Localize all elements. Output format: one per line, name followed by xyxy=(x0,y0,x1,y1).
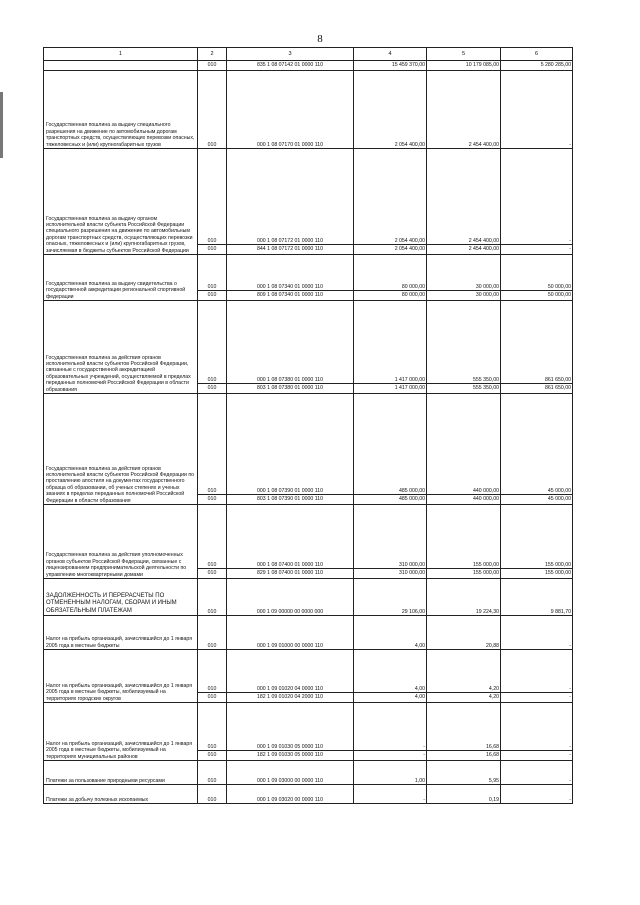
column-header: 6 xyxy=(501,48,573,61)
approved-amount-cell: 485 000,00 xyxy=(354,394,427,495)
budget-code-cell: 000 1 09 03020 00 0000 110 xyxy=(227,785,354,804)
approved-amount-cell: 1,00 xyxy=(354,761,427,785)
executed-amount-cell: 155 000,00 xyxy=(427,505,501,569)
line-code-cell: 010 xyxy=(198,703,227,751)
revenue-description: Государственная пошлина за действия уполномоченных органов субъектов Российской Федерации, связанные с лицензированием предпринимательской деятельности по управлению многоквартирными домами xyxy=(44,505,198,579)
revenue-description: Налог на прибыль организаций, зачислявшийся до 1 января 2005 года в местные бюджеты, мобилизуемый на территориях городских округов xyxy=(44,650,198,703)
approved-amount-cell: 4,00 xyxy=(354,616,427,650)
unexecuted-amount-cell: 861 650,00 xyxy=(501,384,573,394)
budget-code-cell: 000 1 09 01030 05 0000 110 xyxy=(227,703,354,751)
table-row xyxy=(44,785,573,804)
approved-amount-cell: - xyxy=(354,785,427,804)
revenue-description: Налог на прибыль организаций, зачислявшийся до 1 января 2005 года в местные бюджеты, мобилизуемый на территориях муниципальных районов xyxy=(44,703,198,761)
revenue-description xyxy=(44,61,198,71)
executed-amount-cell: 5,95 xyxy=(427,761,501,785)
executed-amount-cell: 2 454 400,00 xyxy=(427,149,501,245)
column-header: 2 xyxy=(198,48,227,61)
unexecuted-amount-cell: - xyxy=(501,71,573,149)
revenue-description: Государственная пошлина за действия органов исполнительной власти субъектов Российской Федерации по проставлению апостиля на документах государственного образца об образовании, об ученых степенях и ученых званиях в пределах переданных полномочий Российской Федерации в области образования xyxy=(44,394,198,505)
revenue-description: Государственная пошлина за выдачу специального разрешения на движение по автомобильным дорогам транспортных средств, осуществляющих перевозки опасных, тяжеловесных и (или) крупногабаритных грузов xyxy=(44,71,198,149)
budget-code-cell: 844 1 08 07172 01 0000 110 xyxy=(227,245,354,255)
budget-code-cell: 829 1 08 07400 01 0000 110 xyxy=(227,569,354,579)
line-code-cell: 010 xyxy=(198,255,227,291)
budget-code-cell: 803 1 08 07390 01 0000 110 xyxy=(227,495,354,505)
budget-code-cell: 000 1 08 07172 01 0000 110 xyxy=(227,149,354,245)
page-number: 8 xyxy=(317,33,323,45)
approved-amount-cell: 310 000,00 xyxy=(354,569,427,579)
unexecuted-amount-cell: - xyxy=(501,761,573,785)
revenue-description: Государственная пошлина за выдачу органом исполнительной власти субъекта Российской Федерации специального разрешения на движение по автомобильным дорогам транспортных средств, осуществляющих перевозки опасных, тяжеловесных и (или) крупногабаритных грузов, зачисляемая в бюджеты субъектов Российской Федерации xyxy=(44,149,198,255)
budget-code-cell: 000 1 09 01020 04 0000 110 xyxy=(227,650,354,693)
executed-amount-cell: 0,19 xyxy=(427,785,501,804)
line-code-cell: 010 xyxy=(198,495,227,505)
table-row xyxy=(44,149,573,245)
approved-amount-cell: 15 459 370,00 xyxy=(354,61,427,71)
budget-code-cell: 000 1 09 00000 00 0000 000 xyxy=(227,579,354,616)
line-code-cell: 010 xyxy=(198,761,227,785)
unexecuted-amount-cell: - xyxy=(501,693,573,703)
scan-edge-mark xyxy=(0,92,3,158)
executed-amount-cell: 10 179 085,00 xyxy=(427,61,501,71)
budget-code-cell: 000 1 08 07380 01 0000 110 xyxy=(227,301,354,384)
unexecuted-amount-cell: 45 000,00 xyxy=(501,495,573,505)
approved-amount-cell: 310 000,00 xyxy=(354,505,427,569)
budget-code-cell: 182 1 09 01020 04 2000 110 xyxy=(227,693,354,703)
approved-amount-cell: 4,00 xyxy=(354,693,427,703)
table-row xyxy=(44,71,573,149)
executed-amount-cell: 4,20 xyxy=(427,693,501,703)
budget-code-cell: 000 1 09 03000 00 0000 110 xyxy=(227,761,354,785)
line-code-cell: 010 xyxy=(198,505,227,569)
executed-amount-cell: 20,88 xyxy=(427,616,501,650)
unexecuted-amount-cell: 9 881,70 xyxy=(501,579,573,616)
line-code-cell: 010 xyxy=(198,61,227,71)
executed-amount-cell: 2 454 400,00 xyxy=(427,245,501,255)
line-code-cell: 010 xyxy=(198,291,227,301)
revenue-description: Государственная пошлина за действия органов исполнительной власти субъектов Российской Федерации, связанные с государственной аккредитацией образовательных учреждений, осуществляемой в пределах переданных полномочий Российской Федерации в области образования xyxy=(44,301,198,394)
table-row xyxy=(44,616,573,650)
budget-code-cell: 835 1 08 07142 01 0000 110 xyxy=(227,61,354,71)
budget-code-cell: 000 1 08 07170 01 0000 110 xyxy=(227,71,354,149)
budget-code-cell: 000 1 08 07390 01 0000 110 xyxy=(227,394,354,495)
budget-revenue-table xyxy=(43,47,573,804)
budget-code-cell: 000 1 08 07340 01 0000 110 xyxy=(227,255,354,291)
executed-amount-cell: 555 350,00 xyxy=(427,301,501,384)
executed-amount-cell: 440 000,00 xyxy=(427,495,501,505)
unexecuted-amount-cell: 50 000,00 xyxy=(501,291,573,301)
executed-amount-cell: 555 350,00 xyxy=(427,384,501,394)
table-row xyxy=(44,579,573,616)
unexecuted-amount-cell: 155 000,00 xyxy=(501,505,573,569)
unexecuted-amount-cell: - xyxy=(501,703,573,751)
table-row xyxy=(44,255,573,291)
unexecuted-amount-cell: - xyxy=(501,785,573,804)
unexecuted-amount-cell: - xyxy=(501,245,573,255)
unexecuted-amount-cell: - xyxy=(501,149,573,245)
revenue-description: Платежи за пользование природными ресурсами xyxy=(44,761,198,785)
approved-amount-cell: 2 054 400,00 xyxy=(354,71,427,149)
approved-amount-cell: 1 417 000,00 xyxy=(354,301,427,384)
executed-amount-cell: 155 000,00 xyxy=(427,569,501,579)
table-header-row xyxy=(44,48,573,61)
line-code-cell: 010 xyxy=(198,301,227,384)
executed-amount-cell: 16,68 xyxy=(427,703,501,751)
line-code-cell: 010 xyxy=(198,751,227,761)
approved-amount-cell: 1 417 000,00 xyxy=(354,384,427,394)
line-code-cell: 010 xyxy=(198,616,227,650)
revenue-description: Платежи за добычу полезных ископаемых xyxy=(44,785,198,804)
budget-code-cell: 182 1 09 01030 05 0000 110 xyxy=(227,751,354,761)
line-code-cell: 010 xyxy=(198,785,227,804)
approved-amount-cell: 485 000,00 xyxy=(354,495,427,505)
approved-amount-cell: - xyxy=(354,703,427,751)
table-row xyxy=(44,505,573,569)
table-row xyxy=(44,301,573,384)
column-header: 3 xyxy=(227,48,354,61)
unexecuted-amount-cell: 5 280 285,00 xyxy=(501,61,573,71)
unexecuted-amount-cell: - xyxy=(501,650,573,693)
executed-amount-cell: 30 000,00 xyxy=(427,255,501,291)
approved-amount-cell: 2 054 400,00 xyxy=(354,149,427,245)
revenue-description: Государственная пошлина за выдачу свидетельства о государственной аккредитации региональной спортивной федерации xyxy=(44,255,198,301)
approved-amount-cell: - xyxy=(354,751,427,761)
budget-code-cell: 000 1 09 01000 00 0000 110 xyxy=(227,616,354,650)
unexecuted-amount-cell: 50 000,00 xyxy=(501,255,573,291)
table-row xyxy=(44,394,573,495)
table-subrow xyxy=(44,61,573,71)
line-code-cell: 010 xyxy=(198,384,227,394)
unexecuted-amount-cell: - xyxy=(501,616,573,650)
executed-amount-cell: 30 000,00 xyxy=(427,291,501,301)
approved-amount-cell: 80 000,00 xyxy=(354,291,427,301)
approved-amount-cell: 4,00 xyxy=(354,650,427,693)
line-code-cell: 010 xyxy=(198,569,227,579)
budget-code-cell: 803 1 08 07380 01 0000 110 xyxy=(227,384,354,394)
column-header: 4 xyxy=(354,48,427,61)
column-header: 1 xyxy=(44,48,198,61)
revenue-description: Налог на прибыль организаций, зачислявшийся до 1 января 2005 года в местные бюджеты xyxy=(44,616,198,650)
line-code-cell: 010 xyxy=(198,693,227,703)
table-row xyxy=(44,650,573,693)
budget-code-cell: 000 1 08 07400 01 0000 110 xyxy=(227,505,354,569)
executed-amount-cell: 4,20 xyxy=(427,650,501,693)
line-code-cell: 010 xyxy=(198,245,227,255)
unexecuted-amount-cell: - xyxy=(501,751,573,761)
table-row xyxy=(44,761,573,785)
executed-amount-cell: 16,68 xyxy=(427,751,501,761)
revenue-description: ЗАДОЛЖЕННОСТЬ И ПЕРЕРАСЧЕТЫ ПО ОТМЕНЕННЫМ НАЛОГАМ, СБОРАМ И ИНЫМ ОБЯЗАТЕЛЬНЫМ ПЛАТЕЖАМ xyxy=(44,579,198,616)
approved-amount-cell: 2 054 400,00 xyxy=(354,245,427,255)
executed-amount-cell: 440 000,00 xyxy=(427,394,501,495)
table-row xyxy=(44,703,573,751)
approved-amount-cell: 29 106,00 xyxy=(354,579,427,616)
unexecuted-amount-cell: 155 000,00 xyxy=(501,569,573,579)
approved-amount-cell: 80 000,00 xyxy=(354,255,427,291)
line-code-cell: 010 xyxy=(198,71,227,149)
executed-amount-cell: 19 224,30 xyxy=(427,579,501,616)
unexecuted-amount-cell: 861 650,00 xyxy=(501,301,573,384)
line-code-cell: 010 xyxy=(198,579,227,616)
budget-code-cell: 809 1 08 07340 01 0000 110 xyxy=(227,291,354,301)
executed-amount-cell: 2 454 400,00 xyxy=(427,71,501,149)
line-code-cell: 010 xyxy=(198,394,227,495)
line-code-cell: 010 xyxy=(198,149,227,245)
unexecuted-amount-cell: 45 000,00 xyxy=(501,394,573,495)
line-code-cell: 010 xyxy=(198,650,227,693)
column-header: 5 xyxy=(427,48,501,61)
